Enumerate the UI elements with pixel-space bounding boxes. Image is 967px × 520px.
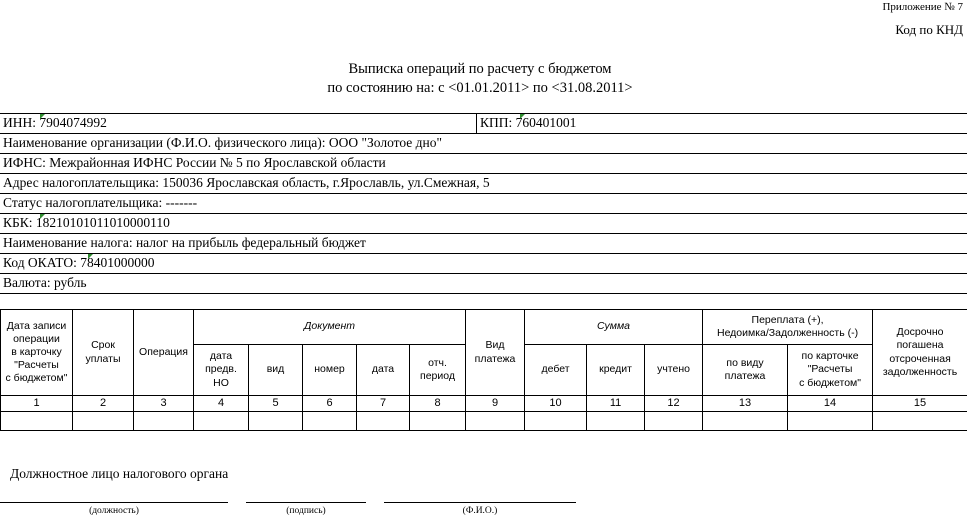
column-number: 9 <box>466 396 525 412</box>
header-doc-date: дата <box>357 345 410 396</box>
comment-marker-icon <box>520 114 525 119</box>
divider <box>0 213 967 214</box>
signature-line <box>246 502 366 503</box>
official-label: Должностное лицо налогового органа <box>10 466 229 481</box>
column-number: 6 <box>303 396 357 412</box>
organization-field: Наименование организации (Ф.И.О. физического лица): ООО "Золотое дно" <box>3 135 443 150</box>
table-cell <box>303 412 357 431</box>
address-field: Адрес налогоплательщика: 150036 Ярославская область, г.Ярославль, ул.Смежная, 5 <box>3 175 490 190</box>
column-number: 2 <box>73 396 134 412</box>
column-number: 14 <box>788 396 873 412</box>
column-number: 10 <box>525 396 587 412</box>
header-payment-kind: Вид платежа <box>466 310 525 396</box>
divider <box>0 173 967 174</box>
status-field: Статус налогоплательщика: ------- <box>3 195 198 210</box>
kbk-field: КБК: 18210101011010000110 <box>3 215 170 230</box>
header-sum: Сумма <box>525 310 703 345</box>
header-overpayment: Переплата (+), Недоимка/Задолженность (-) <box>703 310 873 345</box>
table-cell <box>645 412 703 431</box>
table-cell <box>134 412 194 431</box>
divider <box>0 153 967 154</box>
header-early-repaid: Досрочно погашена отсроченная задолженность <box>873 310 967 396</box>
divider <box>0 113 967 114</box>
divider <box>0 293 967 294</box>
column-number: 7 <box>357 396 410 412</box>
header-due-date: Срок уплаты <box>73 310 134 396</box>
column-number: 13 <box>703 396 788 412</box>
document-title: Выписка операций по расчету с бюджетом <box>348 61 612 77</box>
comment-marker-icon <box>88 254 93 259</box>
table-cell <box>466 412 525 431</box>
knd-code-label: Код по КНД <box>895 22 963 37</box>
column-number: 8 <box>410 396 466 412</box>
header-record-date: Дата записи операции в карточку "Расчеты с бюджетом" <box>1 310 73 396</box>
table-cell <box>410 412 466 431</box>
fio-line <box>384 502 576 503</box>
column-number: 12 <box>645 396 703 412</box>
table-cell <box>357 412 410 431</box>
table-cell <box>873 412 967 431</box>
header-by-card: по карточке "Расчеты с бюджетом" <box>788 345 873 396</box>
position-caption: (должность) <box>89 506 139 516</box>
operations-table <box>0 309 967 431</box>
table-cell <box>703 412 788 431</box>
header-by-payment-kind: по виду платежа <box>703 345 788 396</box>
table-cell <box>587 412 645 431</box>
document-period: по состоянию на: с <01.01.2011> по <31.08.2011> <box>327 80 633 96</box>
header-operation: Операция <box>134 310 194 396</box>
column-number: 15 <box>873 396 967 412</box>
position-line <box>0 502 228 503</box>
divider <box>0 233 967 234</box>
column-number: 1 <box>1 396 73 412</box>
divider <box>0 273 967 274</box>
signature-caption: (подпись) <box>286 506 326 516</box>
divider <box>0 253 967 254</box>
table-cell <box>194 412 249 431</box>
appendix-label: Приложение № 7 <box>882 1 963 13</box>
header-counted: учтено <box>645 345 703 396</box>
comment-marker-icon <box>40 114 45 119</box>
okato-field: Код ОКАТО: 78401000000 <box>3 255 155 270</box>
divider <box>0 193 967 194</box>
header-document: Документ <box>194 310 466 345</box>
table-cell <box>1 412 73 431</box>
header-credit: кредит <box>587 345 645 396</box>
comment-marker-icon <box>40 214 45 219</box>
fio-caption: (Ф.И.О.) <box>462 506 498 516</box>
tax-name-field: Наименование налога: налог на прибыль федеральный бюджет <box>3 235 366 250</box>
header-doc-number: номер <box>303 345 357 396</box>
table-cell <box>525 412 587 431</box>
header-doc-date-prelim: дата предв. НО <box>194 345 249 396</box>
header-doc-period: отч. период <box>410 345 466 396</box>
divider <box>0 133 967 134</box>
header-doc-kind: вид <box>249 345 303 396</box>
column-number: 11 <box>587 396 645 412</box>
header-debit: дебет <box>525 345 587 396</box>
ifns-field: ИФНС: Межрайонная ИФНС России № 5 по Ярославской области <box>3 155 386 170</box>
kpp-field: КПП: 760401001 <box>480 115 577 130</box>
table-cell <box>788 412 873 431</box>
table-cell <box>73 412 134 431</box>
column-number: 5 <box>249 396 303 412</box>
currency-field: Валюта: рубль <box>3 275 87 290</box>
table-row <box>1 412 967 431</box>
divider <box>476 113 477 133</box>
table-cell <box>249 412 303 431</box>
column-number: 3 <box>134 396 194 412</box>
inn-field: ИНН: 7904074992 <box>3 115 107 130</box>
column-number: 4 <box>194 396 249 412</box>
